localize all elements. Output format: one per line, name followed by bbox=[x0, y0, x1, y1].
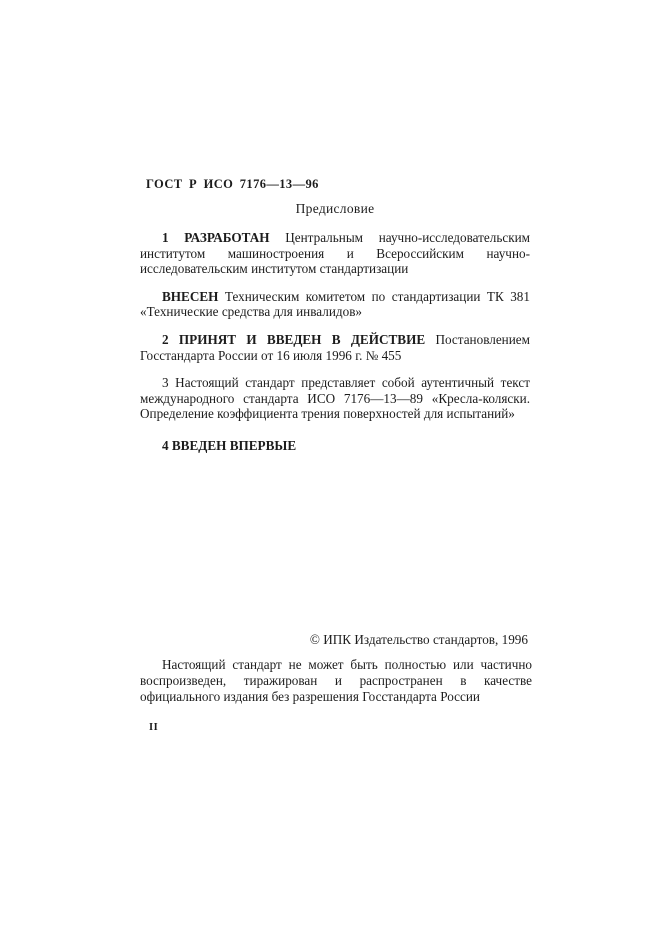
paragraph-first-edition bbox=[140, 438, 530, 454]
paragraph-adopted-lead: 2 ПРИНЯТ И ВВЕДЕН В ДЕЙСТВИЕ bbox=[162, 331, 426, 347]
paragraph-adopted bbox=[140, 332, 530, 363]
paragraph-developed-lead: 1 РАЗРАБОТАН bbox=[162, 230, 270, 245]
paragraph-submitted bbox=[140, 289, 530, 320]
paragraph-submitted-body: Техническим комитетом по стандартизации ТК 381 «Технические средства для инвалидов» bbox=[140, 288, 530, 320]
paragraph-developed bbox=[140, 230, 530, 277]
paragraph-authentic-text-body: 3 Настоящий стандарт представляет собой аутентичный текст международного стандарта ИСО 7176—13—89 «Кресла-коляски. Определение коэффициента трения поверхностей для испытаний» bbox=[140, 375, 530, 422]
doc-code: ГОСТ Р ИСО 7176—13—96 bbox=[146, 177, 319, 191]
paragraph-adopted-body: Постановлением Госстандарта России от 16 июля 1996 г. № 455 bbox=[140, 331, 530, 363]
page-title: Предисловие bbox=[295, 201, 375, 216]
paragraph-submitted-lead: ВНЕСЕН bbox=[162, 288, 219, 304]
paragraph-developed-body: Центральным научно-исследовательским институтом машиностроения и Всероссийским научно-исследовательским институтом стандартизации bbox=[140, 230, 531, 277]
copyright-line: © ИПК Издательство стандартов, 1996 bbox=[309, 632, 528, 647]
paragraph-authentic-text bbox=[140, 375, 530, 422]
legal-notice: Настоящий стандарт не может быть полностью или частично воспроизведен, тиражирован и распространен в качестве официального издания без разрешения Госстандарта России bbox=[140, 657, 532, 704]
preface-content bbox=[140, 177, 530, 454]
paragraph-first-edition-lead: 4 ВВЕДЕН ВПЕРВЫЕ bbox=[162, 437, 297, 453]
page-number: II bbox=[149, 722, 159, 733]
